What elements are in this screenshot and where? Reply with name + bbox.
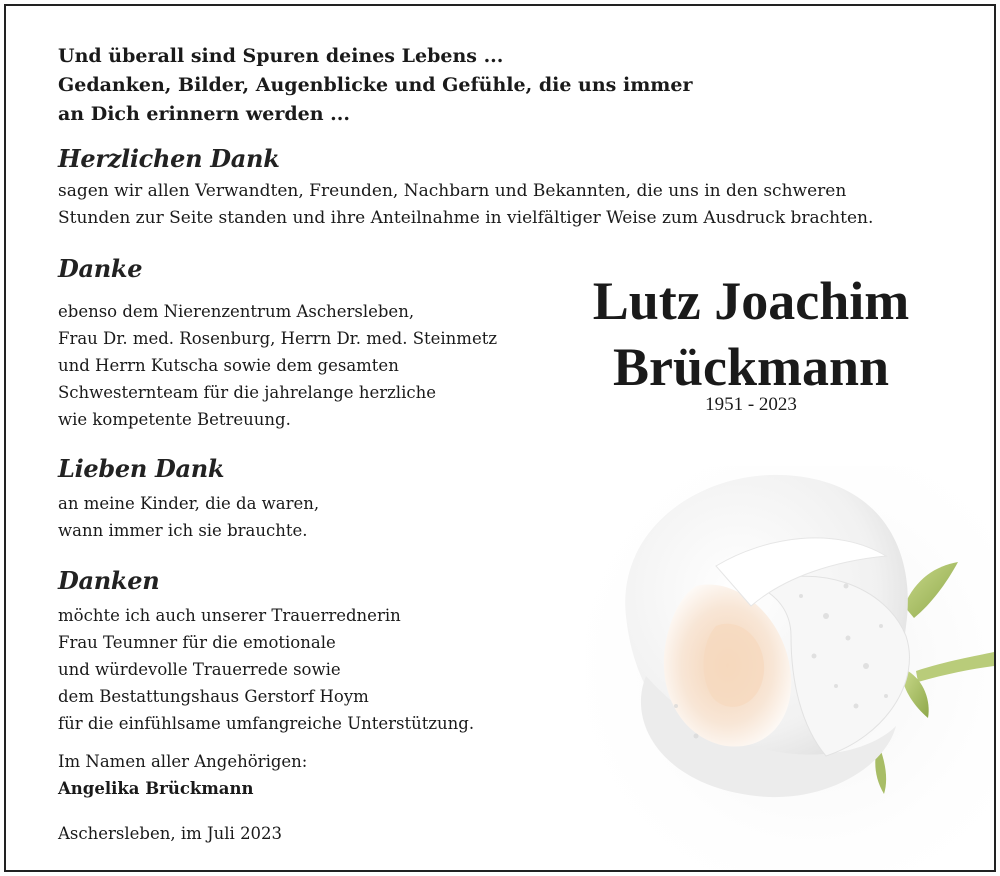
signature-name: Angelika Brückmann	[58, 779, 254, 798]
text-line: an meine Kinder, die da waren,	[58, 494, 320, 513]
text-line: möchte ich auch unserer Trauerrednerin	[58, 606, 401, 625]
text-line: wie kompetente Betreuung.	[58, 410, 291, 429]
signature-intro: Im Namen aller Angehörigen:	[58, 752, 308, 771]
obituary-card	[4, 4, 996, 872]
quote-line: Und überall sind Spuren deines Lebens ...	[58, 45, 504, 67]
deceased-last-name: Brückmann	[612, 337, 890, 397]
heading-danken: Danken	[58, 566, 160, 595]
text-danken	[58, 602, 474, 737]
text-danke	[58, 298, 497, 433]
text-line: für die einfühlsame umfangreiche Unterstützung.	[58, 714, 475, 733]
text-line: wann immer ich sie brauchte.	[58, 521, 308, 540]
text-line: Schwesternteam für die jahrelange herzliche	[58, 383, 436, 402]
life-years: 1951 - 2023	[705, 394, 797, 415]
text-line: und würdevolle Trauerrede sowie	[58, 660, 341, 679]
white-rose-icon	[586, 466, 994, 870]
heading-herzlichen-dank: Herzlichen Dank	[58, 144, 280, 173]
opening-quote	[58, 42, 758, 129]
quote-line: an Dich erinnern werden ...	[58, 103, 351, 125]
signature-block	[58, 748, 307, 802]
text-line: Frau Teumner für die emotionale	[58, 633, 336, 652]
text-line: sagen wir allen Verwandten, Freunden, Nachbarn und Bekannten, die uns in den schweren	[58, 181, 847, 201]
text-line: und Herrn Kutscha sowie dem gesamten	[58, 356, 399, 375]
quote-line: Gedanken, Bilder, Augenblicke und Gefühle, die uns immer	[58, 74, 693, 96]
text-line: dem Bestattungshaus Gerstorf Hoym	[58, 687, 369, 706]
text-herzlichen-dank	[58, 178, 873, 232]
place-date-text: Aschersleben, im Juli 2023	[58, 824, 283, 843]
text-line: Frau Dr. med. Rosenburg, Herrn Dr. med. Steinmetz	[58, 329, 498, 348]
text-lieben-dank	[58, 490, 319, 544]
heading-lieben-dank: Lieben Dank	[58, 454, 225, 483]
place-date	[58, 820, 282, 847]
text-line: Stunden zur Seite standen und ihre Anteilnahme in vielfältiger Weise zum Ausdruck brachten.	[58, 208, 874, 228]
deceased-first-names: Lutz Joachim	[592, 271, 910, 331]
text-line: ebenso dem Nierenzentrum Aschersleben,	[58, 302, 415, 321]
deceased-name	[561, 268, 941, 400]
heading-danke: Danke	[58, 254, 143, 283]
